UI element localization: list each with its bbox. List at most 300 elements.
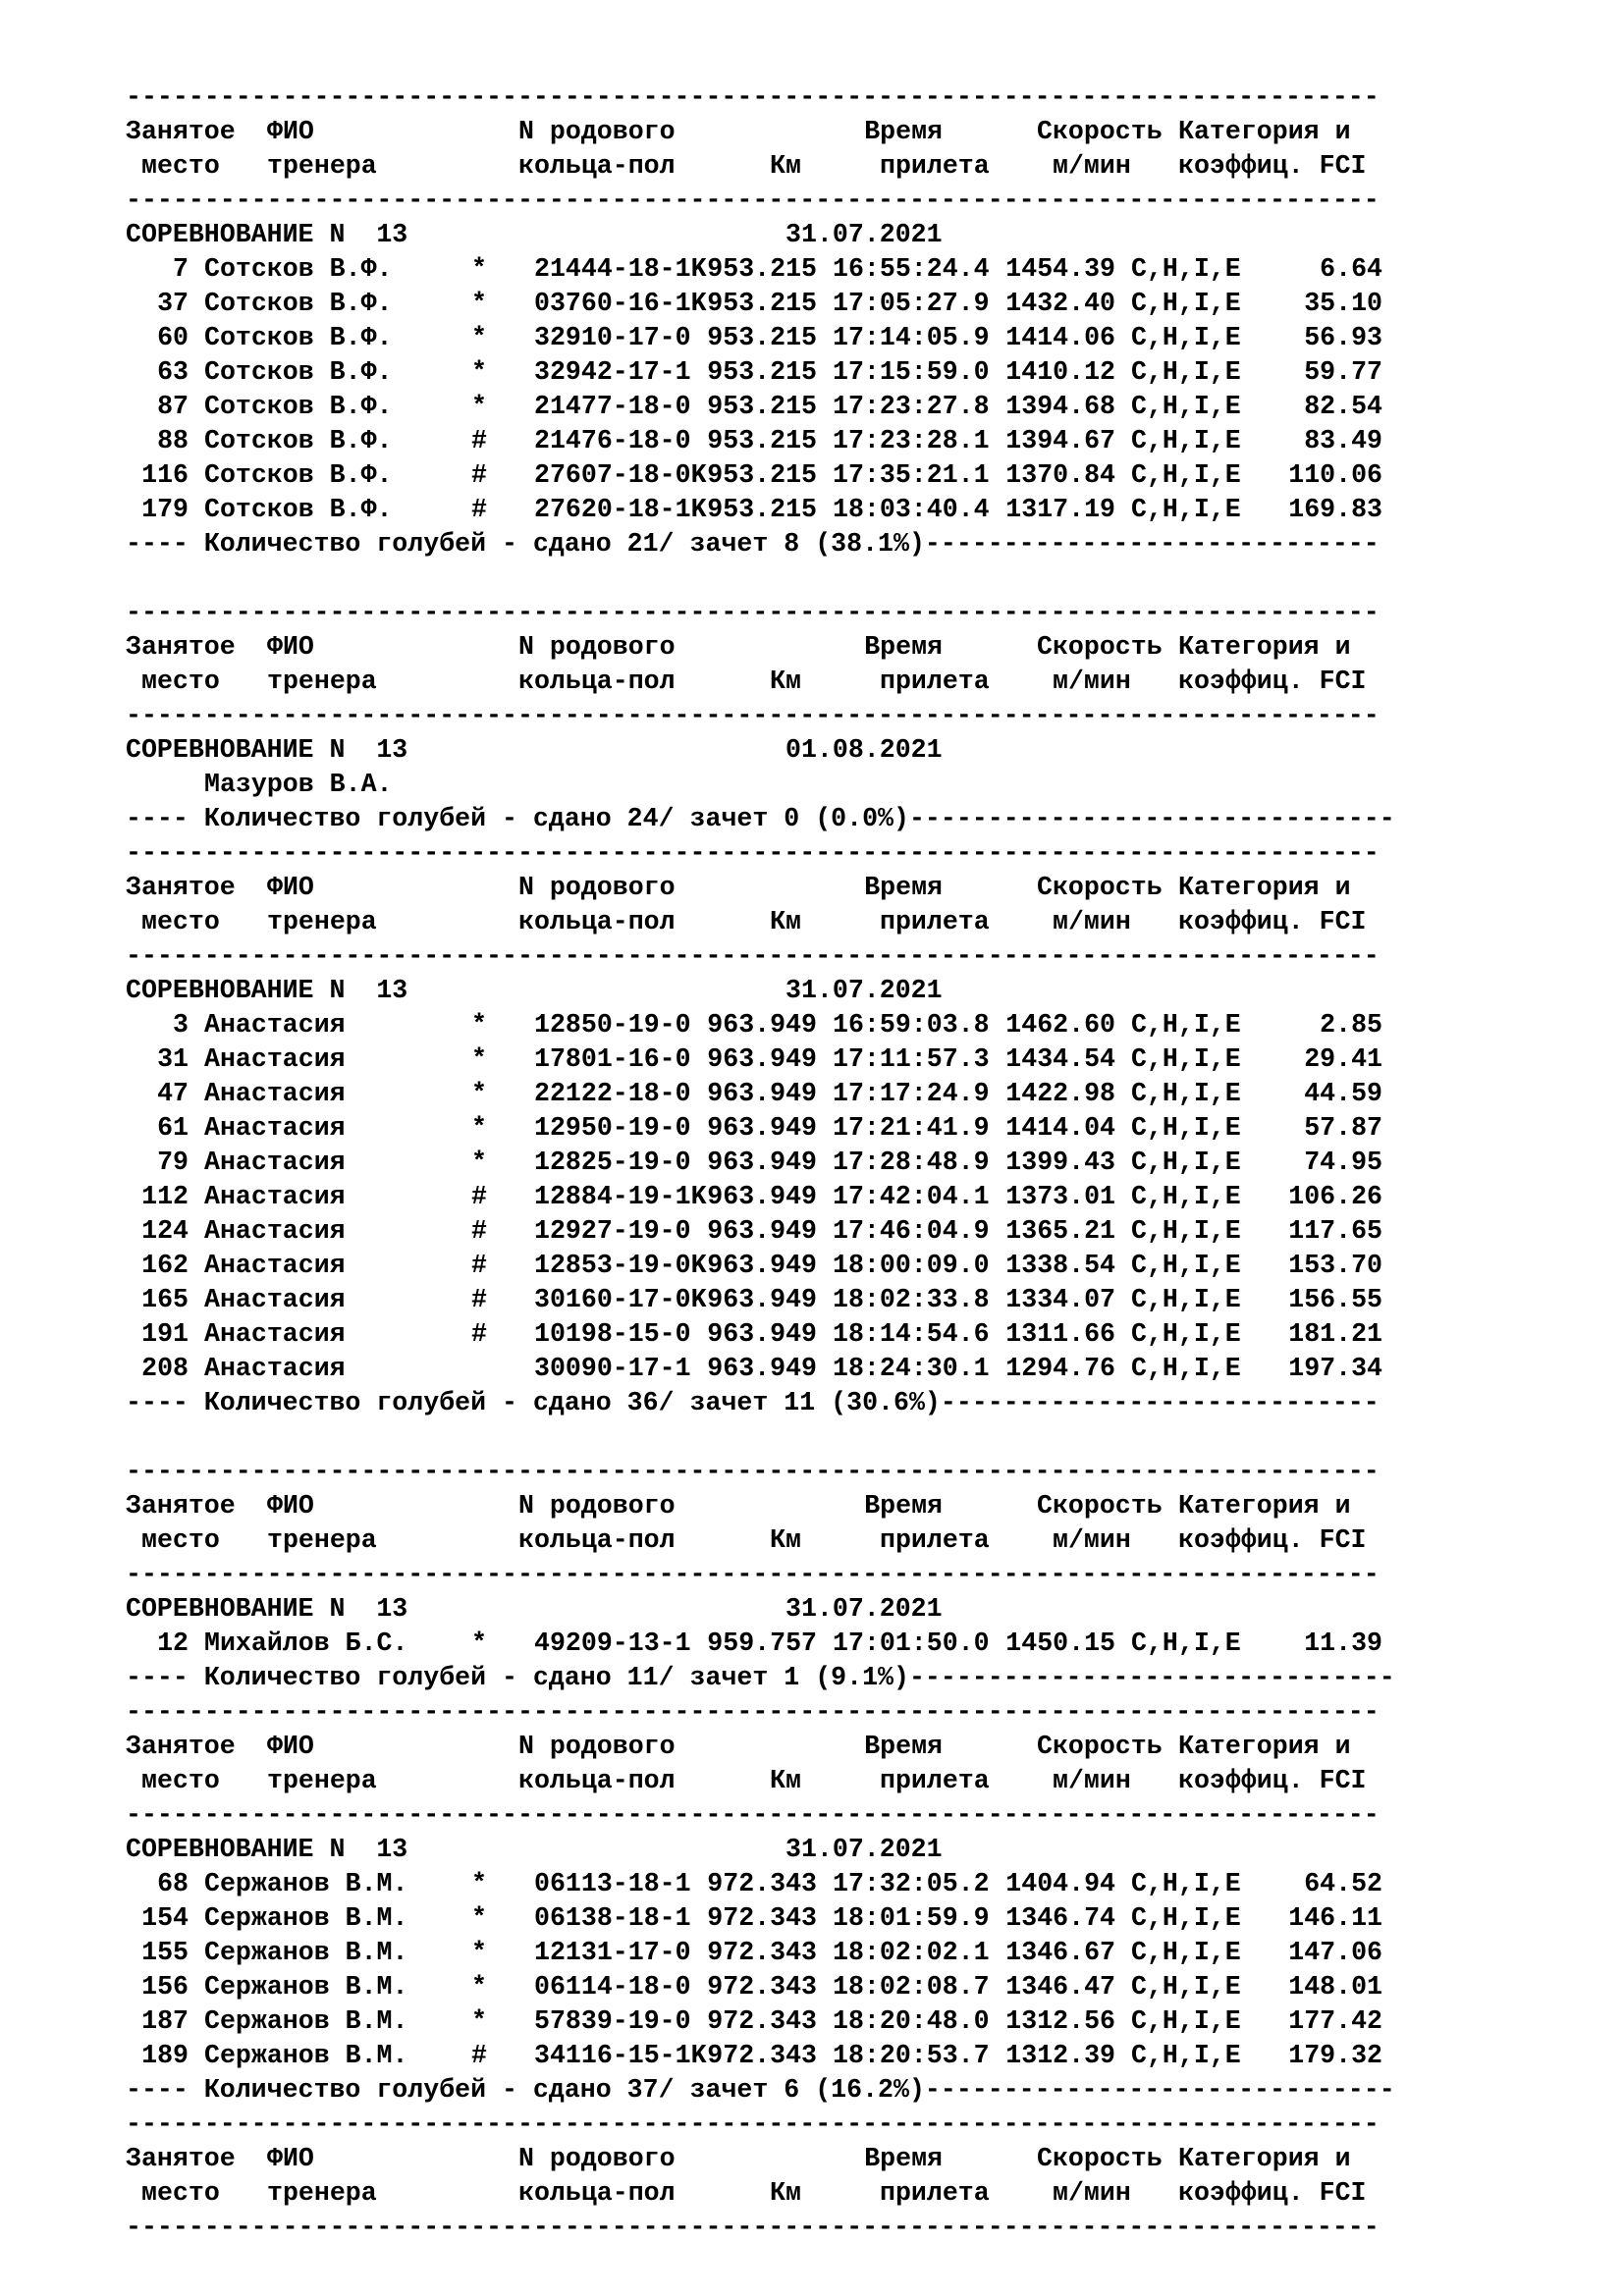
fci-cell: 82.54 xyxy=(1304,392,1382,421)
result-row xyxy=(126,493,1598,527)
header-label: Км xyxy=(770,2178,801,2208)
header-label: место xyxy=(141,907,220,936)
place-cell: 12 xyxy=(157,1629,189,1658)
competition-date: 31.07.2021 xyxy=(785,220,943,249)
trainer-cell: Анастасия xyxy=(204,1285,346,1314)
km-cell: 963.949 xyxy=(707,1354,817,1383)
speed-cell: 1312.56 xyxy=(1005,2006,1115,2036)
header-label: м/мин xyxy=(1053,151,1131,181)
fci-cell: 156.55 xyxy=(1288,1285,1382,1314)
category-cell: C,H,I,E xyxy=(1131,323,1241,352)
category-cell: C,H,I,E xyxy=(1131,1319,1241,1349)
speed-cell: 1365.21 xyxy=(1005,1216,1115,1246)
km-cell: 972.343 xyxy=(707,2041,817,2070)
speed-cell: 1338.54 xyxy=(1005,1251,1115,1280)
header-label: Занятое xyxy=(126,1732,236,1761)
separator-line: -------------------------------------------------------------------------------- xyxy=(126,2109,1380,2139)
header-label: ФИО xyxy=(267,1491,314,1521)
header-label: прилета xyxy=(880,1525,990,1555)
km-cell: 963.949 xyxy=(707,1319,817,1349)
place-cell: 191 xyxy=(141,1319,189,1349)
place-cell: 156 xyxy=(141,1972,189,2002)
ring-cell: 12850-19-0 xyxy=(534,1010,691,1040)
category-cell: C,H,I,E xyxy=(1131,1044,1241,1074)
category-cell: C,H,I,E xyxy=(1131,1113,1241,1143)
header-label: N родового xyxy=(518,632,676,662)
place-cell: 187 xyxy=(141,2006,189,2036)
header-label: место xyxy=(141,2178,220,2208)
time-cell: 16:55:24.4 xyxy=(833,254,990,284)
trainer-cell: Сотсков В.Ф. xyxy=(204,254,393,284)
header-row-2 xyxy=(126,905,1598,939)
separator-line: -------------------------------------------------------------------------------- xyxy=(126,1560,1380,1589)
speed-cell: 1373.01 xyxy=(1005,1182,1115,1211)
ring-cell: 17801-16-0 xyxy=(534,1044,691,1074)
place-cell: 155 xyxy=(141,1938,189,1967)
time-cell: 17:35:21.1 xyxy=(833,460,990,490)
header-label: Скорость xyxy=(1037,1732,1163,1761)
time-cell: 17:23:28.1 xyxy=(833,426,990,455)
result-row xyxy=(126,1352,1598,1386)
speed-cell: 1334.07 xyxy=(1005,1285,1115,1314)
header-label: Занятое xyxy=(126,117,236,146)
header-label: коэффиц. FCI xyxy=(1178,667,1367,696)
time-cell: 18:01:59.9 xyxy=(833,1903,990,1933)
result-row xyxy=(126,1111,1598,1146)
trainer-cell: Анастасия xyxy=(204,1044,346,1074)
header-label: кольца-пол xyxy=(518,2178,676,2208)
separator-line: -------------------------------------------------------------------------------- xyxy=(126,1457,1380,1486)
header-label: Занятое xyxy=(126,1491,236,1521)
header-row-2 xyxy=(126,149,1598,184)
trainer-cell: Анастасия xyxy=(204,1354,346,1383)
header-label: коэффиц. FCI xyxy=(1178,151,1367,181)
km-cell: 953.215 xyxy=(707,426,817,455)
header-label: прилета xyxy=(880,2178,990,2208)
mark-cell: * xyxy=(471,1148,487,1177)
category-cell: C,H,I,E xyxy=(1131,1972,1241,2002)
ring-cell: 10198-15-0 xyxy=(534,1319,691,1349)
result-row xyxy=(126,287,1598,321)
speed-cell: 1450.15 xyxy=(1005,1629,1115,1658)
result-row xyxy=(126,1936,1598,1970)
speed-cell: 1394.68 xyxy=(1005,392,1115,421)
mark-cell: * xyxy=(471,1938,487,1967)
trainer-cell: Анастасия xyxy=(204,1010,346,1040)
result-row xyxy=(126,252,1598,287)
speed-cell: 1414.06 xyxy=(1005,323,1115,352)
mark-cell: # xyxy=(471,2041,487,2070)
header-label: м/мин xyxy=(1053,1525,1131,1555)
time-cell: 18:24:30.1 xyxy=(833,1354,990,1383)
summary-line: ---- Количество голубей - сдано 21/ зачет 8 (38.1%)----------------------------- xyxy=(126,529,1380,559)
result-row xyxy=(126,1077,1598,1111)
ring-cell: 03760-16-1K xyxy=(534,289,707,318)
header-label: Категория и xyxy=(1178,117,1351,146)
category-cell: C,H,I,E xyxy=(1131,1148,1241,1177)
header-label: Время xyxy=(864,873,943,902)
time-cell: 18:20:53.7 xyxy=(833,2041,990,2070)
trainer-cell: Анастасия xyxy=(204,1113,346,1143)
participant-name: Мазуров В.А. xyxy=(204,770,393,799)
competition-title: СОРЕВНОВАНИЕ N 13 xyxy=(126,1594,408,1624)
fci-cell: 117.65 xyxy=(1288,1216,1382,1246)
time-cell: 18:03:40.4 xyxy=(833,495,990,524)
ring-cell: 12853-19-0K xyxy=(534,1251,707,1280)
mark-cell: * xyxy=(471,323,487,352)
header-label: тренера xyxy=(267,151,377,181)
header-label: N родового xyxy=(518,117,676,146)
result-row xyxy=(126,1042,1598,1077)
speed-cell: 1414.04 xyxy=(1005,1113,1115,1143)
trainer-cell: Сержанов В.М. xyxy=(204,1869,408,1898)
km-cell: 953.215 xyxy=(707,392,817,421)
time-cell: 17:32:05.2 xyxy=(833,1869,990,1898)
ring-cell: 12950-19-0 xyxy=(534,1113,691,1143)
ring-cell: 21444-18-1K xyxy=(534,254,707,284)
place-cell: 63 xyxy=(157,357,189,387)
km-cell: 963.949 xyxy=(707,1216,817,1246)
summary-line: ---- Количество голубей - сдано 24/ зачет 0 (0.0%)------------------------------- xyxy=(126,804,1395,833)
header-label: Категория и xyxy=(1178,873,1351,902)
time-cell: 18:02:08.7 xyxy=(833,1972,990,2002)
header-label: N родового xyxy=(518,1732,676,1761)
speed-cell: 1370.84 xyxy=(1005,460,1115,490)
header-label: Время xyxy=(864,632,943,662)
header-label: N родового xyxy=(518,1491,676,1521)
header-label: место xyxy=(141,151,220,181)
category-cell: C,H,I,E xyxy=(1131,1629,1241,1658)
category-cell: C,H,I,E xyxy=(1131,460,1241,490)
header-label: место xyxy=(141,1766,220,1795)
km-cell: 963.949 xyxy=(707,1285,817,1314)
separator-line: -------------------------------------------------------------------------------- xyxy=(126,598,1380,627)
competition-title: СОРЕВНОВАНИЕ N 13 xyxy=(126,735,408,765)
header-label: коэффиц. FCI xyxy=(1178,1766,1367,1795)
header-label: тренера xyxy=(267,1525,377,1555)
fci-cell: 148.01 xyxy=(1288,1972,1382,2002)
speed-cell: 1399.43 xyxy=(1005,1148,1115,1177)
trainer-cell: Сержанов В.М. xyxy=(204,1903,408,1933)
competition-date: 31.07.2021 xyxy=(785,976,943,1005)
fci-cell: 64.52 xyxy=(1304,1869,1382,1898)
km-cell: 963.949 xyxy=(707,1113,817,1143)
ring-cell: 12825-19-0 xyxy=(534,1148,691,1177)
category-cell: C,H,I,E xyxy=(1131,1182,1241,1211)
category-cell: C,H,I,E xyxy=(1131,1251,1241,1280)
header-label: Занятое xyxy=(126,632,236,662)
mark-cell: # xyxy=(471,1251,487,1280)
header-label: тренера xyxy=(267,667,377,696)
trainer-cell: Сержанов В.М. xyxy=(204,1972,408,2002)
blank-line xyxy=(126,1420,1598,1455)
competition-title: СОРЕВНОВАНИЕ N 13 xyxy=(126,1835,408,1864)
speed-cell: 1394.67 xyxy=(1005,426,1115,455)
category-cell: C,H,I,E xyxy=(1131,357,1241,387)
ring-cell: 21476-18-0 xyxy=(534,426,691,455)
header-row-1 xyxy=(126,1489,1598,1523)
header-label: Км xyxy=(770,1766,801,1795)
ring-cell: 12884-19-1K xyxy=(534,1182,707,1211)
time-cell: 17:14:05.9 xyxy=(833,323,990,352)
km-cell: 963.949 xyxy=(707,1148,817,1177)
result-row xyxy=(126,1249,1598,1283)
place-cell: 88 xyxy=(157,426,189,455)
speed-cell: 1422.98 xyxy=(1005,1079,1115,1108)
trainer-cell: Сотсков В.Ф. xyxy=(204,357,393,387)
ring-cell: 49209-13-1 xyxy=(534,1629,691,1658)
summary-line: ---- Количество голубей - сдано 11/ зачет 1 (9.1%)------------------------------- xyxy=(126,1663,1395,1692)
separator-line: -------------------------------------------------------------------------------- xyxy=(126,941,1380,971)
speed-cell: 1311.66 xyxy=(1005,1319,1115,1349)
header-label: коэффиц. FCI xyxy=(1178,907,1367,936)
competition-line xyxy=(126,974,1598,1008)
category-cell: C,H,I,E xyxy=(1131,2041,1241,2070)
fci-cell: 6.64 xyxy=(1320,254,1382,284)
header-label: Км xyxy=(770,907,801,936)
ring-cell: 27607-18-0K xyxy=(534,460,707,490)
header-label: коэффиц. FCI xyxy=(1178,2178,1367,2208)
fci-cell: 169.83 xyxy=(1288,495,1382,524)
ring-cell: 21477-18-0 xyxy=(534,392,691,421)
trainer-cell: Сотсков В.Ф. xyxy=(204,495,393,524)
trainer-cell: Анастасия xyxy=(204,1319,346,1349)
mark-cell: * xyxy=(471,1903,487,1933)
category-cell: C,H,I,E xyxy=(1131,1010,1241,1040)
ring-cell: 30090-17-1 xyxy=(534,1354,691,1383)
header-label: Км xyxy=(770,151,801,181)
header-label: Категория и xyxy=(1178,2144,1351,2173)
fci-cell: 44.59 xyxy=(1304,1079,1382,1108)
fci-cell: 147.06 xyxy=(1288,1938,1382,1967)
header-label: прилета xyxy=(880,907,990,936)
separator-line: -------------------------------------------------------------------------------- xyxy=(126,1697,1380,1727)
fci-cell: 177.42 xyxy=(1288,2006,1382,2036)
result-row xyxy=(126,321,1598,355)
result-row xyxy=(126,1008,1598,1042)
fci-cell: 146.11 xyxy=(1288,1903,1382,1933)
km-cell: 953.215 xyxy=(707,357,817,387)
place-cell: 47 xyxy=(157,1079,189,1108)
time-cell: 17:01:50.0 xyxy=(833,1629,990,1658)
header-label: Скорость xyxy=(1037,2144,1163,2173)
header-label: Время xyxy=(864,117,943,146)
km-cell: 972.343 xyxy=(707,1938,817,1967)
blank-line xyxy=(126,561,1598,596)
place-cell: 79 xyxy=(157,1148,189,1177)
speed-cell: 1346.47 xyxy=(1005,1972,1115,2002)
header-row-1 xyxy=(126,1730,1598,1764)
time-cell: 17:23:27.8 xyxy=(833,392,990,421)
mark-cell: * xyxy=(471,1044,487,1074)
trainer-cell: Сержанов В.М. xyxy=(204,2041,408,2070)
header-label: Категория и xyxy=(1178,1491,1351,1521)
place-cell: 208 xyxy=(141,1354,189,1383)
result-row xyxy=(126,1970,1598,2004)
header-label: м/мин xyxy=(1053,2178,1131,2208)
result-row xyxy=(126,1627,1598,1661)
category-cell: C,H,I,E xyxy=(1131,392,1241,421)
header-label: кольца-пол xyxy=(518,667,676,696)
fci-cell: 153.70 xyxy=(1288,1251,1382,1280)
place-cell: 31 xyxy=(157,1044,189,1074)
race-report xyxy=(126,80,1598,2245)
result-row xyxy=(126,1214,1598,1249)
km-cell: 963.949 xyxy=(707,1079,817,1108)
header-label: Км xyxy=(770,1525,801,1555)
competition-date: 31.07.2021 xyxy=(785,1594,943,1624)
trainer-cell: Анастасия xyxy=(204,1251,346,1280)
fci-cell: 56.93 xyxy=(1304,323,1382,352)
trainer-cell: Сотсков В.Ф. xyxy=(204,289,393,318)
separator-line: -------------------------------------------------------------------------------- xyxy=(126,2213,1380,2242)
category-cell: C,H,I,E xyxy=(1131,289,1241,318)
header-label: коэффиц. FCI xyxy=(1178,1525,1367,1555)
speed-cell: 1317.19 xyxy=(1005,495,1115,524)
mark-cell: # xyxy=(471,1182,487,1211)
km-cell: 953.215 xyxy=(707,289,817,318)
place-cell: 7 xyxy=(173,254,189,284)
result-row xyxy=(126,2039,1598,2073)
category-cell: C,H,I,E xyxy=(1131,254,1241,284)
separator-line: -------------------------------------------------------------------------------- xyxy=(126,701,1380,730)
mark-cell: # xyxy=(471,1319,487,1349)
time-cell: 16:59:03.8 xyxy=(833,1010,990,1040)
header-label: тренера xyxy=(267,907,377,936)
km-cell: 972.343 xyxy=(707,1972,817,2002)
trainer-cell: Анастасия xyxy=(204,1079,346,1108)
km-cell: 959.757 xyxy=(707,1629,817,1658)
header-label: тренера xyxy=(267,1766,377,1795)
time-cell: 17:15:59.0 xyxy=(833,357,990,387)
place-cell: 162 xyxy=(141,1251,189,1280)
category-cell: C,H,I,E xyxy=(1131,1079,1241,1108)
header-label: Занятое xyxy=(126,873,236,902)
mark-cell: * xyxy=(471,254,487,284)
place-cell: 3 xyxy=(173,1010,189,1040)
mark-cell: * xyxy=(471,289,487,318)
competition-title: СОРЕВНОВАНИЕ N 13 xyxy=(126,220,408,249)
mark-cell: * xyxy=(471,1972,487,2002)
participant-note xyxy=(126,768,1598,802)
summary-line: ---- Количество голубей - сдано 37/ зачет 6 (16.2%)------------------------------ xyxy=(126,2075,1395,2105)
header-label: Скорость xyxy=(1037,1491,1163,1521)
header-label: ФИО xyxy=(267,117,314,146)
fci-cell: 29.41 xyxy=(1304,1044,1382,1074)
competition-title: СОРЕВНОВАНИЕ N 13 xyxy=(126,976,408,1005)
competition-date: 01.08.2021 xyxy=(785,735,943,765)
category-cell: C,H,I,E xyxy=(1131,426,1241,455)
category-cell: C,H,I,E xyxy=(1131,495,1241,524)
header-row-2 xyxy=(126,2176,1598,2211)
speed-cell: 1346.67 xyxy=(1005,1938,1115,1967)
trainer-cell: Сотсков В.Ф. xyxy=(204,323,393,352)
ring-cell: 57839-19-0 xyxy=(534,2006,691,2036)
place-cell: 116 xyxy=(141,460,189,490)
fci-cell: 110.06 xyxy=(1288,460,1382,490)
fci-cell: 181.21 xyxy=(1288,1319,1382,1349)
header-label: Занятое xyxy=(126,2144,236,2173)
speed-cell: 1454.39 xyxy=(1005,254,1115,284)
header-label: кольца-пол xyxy=(518,1766,676,1795)
header-label: Категория и xyxy=(1178,1732,1351,1761)
header-label: прилета xyxy=(880,667,990,696)
result-row xyxy=(126,1283,1598,1317)
category-cell: C,H,I,E xyxy=(1131,1938,1241,1967)
ring-cell: 34116-15-1K xyxy=(534,2041,707,2070)
speed-cell: 1410.12 xyxy=(1005,357,1115,387)
km-cell: 953.215 xyxy=(707,495,817,524)
mark-cell: * xyxy=(471,357,487,387)
place-cell: 154 xyxy=(141,1903,189,1933)
ring-cell: 30160-17-0K xyxy=(534,1285,707,1314)
km-cell: 963.949 xyxy=(707,1251,817,1280)
competition-line xyxy=(126,1833,1598,1867)
time-cell: 18:00:09.0 xyxy=(833,1251,990,1280)
fci-cell: 35.10 xyxy=(1304,289,1382,318)
speed-cell: 1462.60 xyxy=(1005,1010,1115,1040)
time-cell: 17:42:04.1 xyxy=(833,1182,990,1211)
place-cell: 179 xyxy=(141,495,189,524)
mark-cell: * xyxy=(471,1869,487,1898)
header-label: м/мин xyxy=(1053,1766,1131,1795)
fci-cell: 11.39 xyxy=(1304,1629,1382,1658)
header-label: кольца-пол xyxy=(518,907,676,936)
competition-line xyxy=(126,218,1598,252)
header-label: кольца-пол xyxy=(518,1525,676,1555)
header-label: Время xyxy=(864,2144,943,2173)
ring-cell: 22122-18-0 xyxy=(534,1079,691,1108)
header-label: прилета xyxy=(880,151,990,181)
speed-cell: 1312.39 xyxy=(1005,2041,1115,2070)
header-label: ФИО xyxy=(267,632,314,662)
mark-cell: * xyxy=(471,1629,487,1658)
ring-cell: 06138-18-1 xyxy=(534,1903,691,1933)
trainer-cell: Сержанов В.М. xyxy=(204,1938,408,1967)
mark-cell: # xyxy=(471,1216,487,1246)
header-label: кольца-пол xyxy=(518,151,676,181)
place-cell: 37 xyxy=(157,289,189,318)
trainer-cell: Анастасия xyxy=(204,1148,346,1177)
header-label: ФИО xyxy=(267,873,314,902)
trainer-cell: Сотсков В.Ф. xyxy=(204,426,393,455)
mark-cell: # xyxy=(471,1285,487,1314)
separator-line: -------------------------------------------------------------------------------- xyxy=(126,1800,1380,1830)
fci-cell: 197.34 xyxy=(1288,1354,1382,1383)
ring-cell: 27620-18-1K xyxy=(534,495,707,524)
header-label: Время xyxy=(864,1491,943,1521)
fci-cell: 74.95 xyxy=(1304,1148,1382,1177)
header-label: м/мин xyxy=(1053,907,1131,936)
km-cell: 953.215 xyxy=(707,323,817,352)
header-row-1 xyxy=(126,2142,1598,2176)
result-row xyxy=(126,1901,1598,1936)
summary-line: ---- Количество голубей - сдано 36/ зачет 11 (30.6%)---------------------------- xyxy=(126,1388,1380,1417)
header-label: ФИО xyxy=(267,1732,314,1761)
km-cell: 963.949 xyxy=(707,1182,817,1211)
km-cell: 972.343 xyxy=(707,1903,817,1933)
place-cell: 61 xyxy=(157,1113,189,1143)
mark-cell: * xyxy=(471,1079,487,1108)
fci-cell: 106.26 xyxy=(1288,1182,1382,1211)
time-cell: 17:28:48.9 xyxy=(833,1148,990,1177)
result-row xyxy=(126,2004,1598,2039)
header-label: Время xyxy=(864,1732,943,1761)
ring-cell: 06113-18-1 xyxy=(534,1869,691,1898)
ring-cell: 32942-17-1 xyxy=(534,357,691,387)
speed-cell: 1346.74 xyxy=(1005,1903,1115,1933)
km-cell: 953.215 xyxy=(707,254,817,284)
